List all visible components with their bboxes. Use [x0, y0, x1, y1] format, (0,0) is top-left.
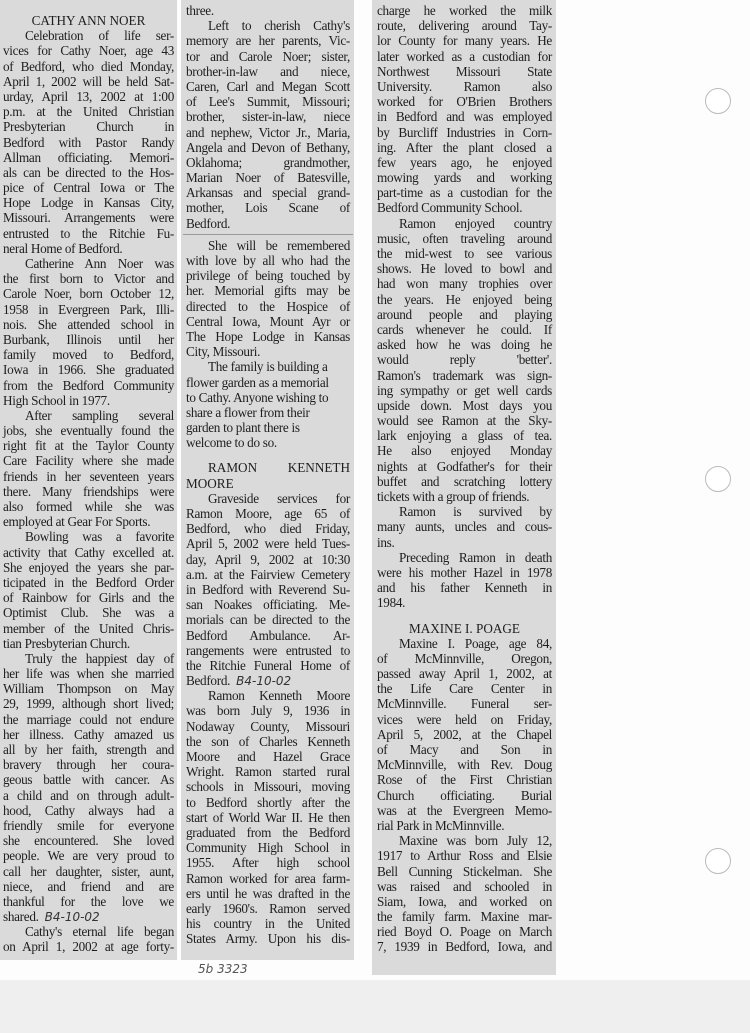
text-line: had won many trophies over: [377, 276, 552, 292]
text-line: Catherine Ann Noer was: [25, 256, 174, 271]
text-line: William Thompson on May: [3, 681, 174, 697]
text-line: family moved to Bedford,: [3, 347, 174, 363]
text-line: would reply 'better'.: [377, 352, 552, 368]
text-line: MOORE: [186, 475, 234, 491]
text-line: day, April 9, 2002 at 10:30: [186, 551, 350, 567]
text-line: the Life Care Center in: [377, 681, 552, 697]
text-line: on April 1, 2002 at age forty-: [3, 939, 174, 955]
text-line: the family farm. Maxine mar-: [377, 909, 552, 925]
text-line: Wright. Ramon started rural: [186, 764, 350, 780]
text-line: pice of Central Iowa or The: [3, 180, 174, 196]
text-line: friends in her seventeen years: [3, 468, 174, 484]
text-line: Ramon worked for area farm-: [186, 870, 350, 886]
text-line: upside down. Most days you: [377, 397, 552, 413]
text-line: Bedford, who died Friday,: [186, 521, 350, 537]
text-line: part-time as a custodian for the: [377, 185, 552, 201]
text-line: 29, 1999, although short lived;: [3, 696, 174, 712]
text-line: MAXINE I. POAGE: [409, 620, 520, 636]
text-line: ing. After the plant closed a: [377, 139, 552, 155]
text-line: April 5, 2002 were held Tues-: [186, 536, 350, 552]
text-line: mother, Lois Scane of: [186, 200, 350, 216]
text-line: of Rainbow for Girls and the: [3, 590, 174, 606]
text-line: Caren, Carl and Megan Scott: [186, 78, 350, 94]
text-line: she encountered. She loved: [3, 833, 174, 849]
text-line: garden to plant there is: [186, 420, 300, 436]
text-line: Cathy's eternal life began: [25, 924, 174, 940]
text-line: to Bedford shortly after the: [186, 794, 350, 810]
text-line: High School in 1977.: [3, 392, 110, 408]
text-line: were his mother Hazel in 1978: [377, 564, 552, 580]
text-line: member of the United Chris-: [3, 620, 174, 636]
text-line: Angela and Devon of Bethany,: [186, 139, 350, 155]
paragraph: [3, 28, 174, 256]
paragraph: [186, 3, 350, 18]
text-line: Bedford Community School.: [377, 200, 523, 216]
text-line: ers until he was drafted in the: [186, 885, 350, 901]
text-line: from the Bedford Community: [3, 377, 174, 393]
text-line: niece, and friend and are: [3, 878, 174, 894]
text-line: Ramon Kenneth Moore: [208, 688, 350, 704]
text-line: Care Facility where she made: [3, 453, 174, 469]
text-line: Rose of the First Christian: [377, 772, 552, 788]
text-line-content: shared.: [3, 909, 39, 925]
text-line: ins.: [377, 534, 395, 550]
text-line: Optimist Club. She was a: [3, 605, 174, 621]
text-line: April 5, 2002, at the Chapel: [377, 726, 552, 742]
text-line: bravery through her coura-: [3, 757, 174, 773]
text-line: City, Missouri.: [186, 344, 261, 360]
text-line: three.: [186, 3, 214, 18]
text-line: Iowa in 1966. She graduated: [3, 362, 174, 378]
text-line: Maxine I. Poage, age 84,: [399, 635, 552, 651]
text-line: graduated from the Bedford: [186, 824, 350, 840]
text-line: her life was when she married: [3, 666, 174, 682]
text-line: She enjoyed the years she par-: [3, 559, 174, 575]
text-line: Carole Noer, born October 12,: [3, 286, 174, 302]
text-line: rial Park in McMinnville.: [377, 817, 505, 833]
text-line: Ramon Moore, age 65 of: [186, 506, 350, 521]
text-line: vices were held on Friday,: [377, 711, 552, 727]
binder-hole: [705, 848, 731, 874]
text-line: start of World War II. He then: [186, 809, 350, 825]
text-line: of Macy and Son in: [377, 742, 552, 757]
text-line: Ramon is survived by: [399, 504, 552, 520]
text-line: CATHY ANN NOER: [31, 13, 146, 28]
text-line: Oklahoma; grandmother,: [186, 154, 350, 170]
text-line: tian Presbyterian Church.: [3, 635, 130, 651]
text-line: her illness. Cathy amazed us: [3, 726, 174, 742]
binder-hole: [705, 88, 731, 114]
text-line: welcome to do so.: [186, 435, 277, 451]
text-line: neral Home of Bedford.: [3, 240, 123, 256]
text-line: and nephew, Victor Jr., Maria,: [186, 124, 350, 140]
text-line: memory are her parents, Vic-: [186, 33, 350, 49]
text-line: his country in the United: [186, 916, 350, 932]
text-line: Northwest Missouri State: [377, 63, 552, 79]
text-line: hood, Cathy always had a: [3, 802, 174, 818]
text-line: tickets with a group of friends.: [377, 489, 530, 504]
text-line: [3, 909, 174, 924]
text-line: share a flower from their: [186, 404, 310, 420]
text-line: urday, April 13, 2002 at 1:00: [3, 88, 174, 104]
paragraph: [377, 636, 552, 833]
text-line: a child and on through adult-: [3, 787, 174, 803]
text-line: charge he worked the milk: [377, 3, 552, 18]
text-line: employed at Gear For Sports.: [3, 514, 151, 530]
text-line: right fit at the Taylor County: [3, 438, 174, 454]
text-line: The family is building a: [208, 359, 328, 375]
text-line: thankful for the love we: [3, 893, 174, 909]
text-line: 1958 in Evergreen Park, Illi-: [3, 301, 174, 317]
text-line: States Army. Upon his dis-: [186, 931, 350, 947]
text-line: [186, 673, 350, 688]
text-line: of Bedford, who died Monday,: [3, 58, 174, 74]
paragraph: [3, 651, 174, 924]
text-line: Community High School in: [186, 840, 350, 856]
scan-bottom-margin: [0, 980, 750, 1033]
column-ramon-kenneth-moore: [186, 3, 350, 946]
text-line: the years. He enjoyed being: [377, 291, 552, 307]
text-line: worked for O'Brien Brothers: [377, 94, 552, 110]
text-line: morials can be directed to the: [186, 612, 350, 628]
text-line: 1984.: [377, 595, 406, 611]
text-line: the mid-west to see various: [377, 246, 552, 261]
paragraph: [186, 688, 350, 946]
text-line: schools in Missouri, moving: [186, 779, 350, 795]
text-line: ticipated in the Bedford Order: [3, 574, 174, 590]
text-line: vices for Cathy Noer, age 43: [3, 43, 174, 59]
text-line: Burbank, Illinois until her: [3, 331, 174, 347]
text-line: Bowling was a favorite: [25, 529, 174, 545]
text-line: Central Iowa, Mount Ayr or: [186, 313, 350, 329]
text-line: ing sympathy or get well cards: [377, 382, 552, 398]
text-line: people. We are very proud to: [3, 848, 174, 864]
text-line: early 1960's. Ramon served: [186, 900, 350, 916]
text-line: cards whenever he could. If: [377, 321, 552, 337]
text-line: Bedford Ambulance. Ar-: [186, 627, 350, 643]
text-line: Nodaway County, Missouri: [186, 718, 350, 734]
text-line: geous battle with cancer. As: [3, 772, 174, 788]
text-line: Bedford with Pastor Randy: [3, 134, 174, 150]
text-line: later worked as a custodian for: [377, 48, 552, 64]
text-line: Arkansas and special grand-: [186, 185, 350, 201]
text-line: route, delivering around Tay-: [377, 18, 552, 34]
text-line: Church officiating. Burial: [377, 787, 552, 803]
column-divider: [183, 234, 353, 235]
paragraph: [186, 18, 350, 231]
text-line: a.m. at the Fairview Cemetery: [186, 566, 350, 582]
handwritten-catalog-number: 5b 3323: [198, 962, 248, 976]
text-line: Missouri. Arrangements were: [3, 210, 174, 226]
text-line: Graveside services for: [208, 490, 350, 506]
text-line: would see Ramon at the Sky-: [377, 413, 552, 429]
text-line: mowing yards and working: [377, 170, 552, 186]
text-line: many aunts, uncles and cous-: [377, 519, 552, 535]
paragraph: [3, 924, 174, 954]
text-line: directed to the Hospice of: [186, 298, 350, 314]
text-line: nois. She attended school in: [3, 316, 174, 332]
text-line: also formed while she was: [3, 499, 174, 514]
text-line: jobs, she eventually found the: [3, 423, 174, 439]
paragraph: [377, 216, 552, 505]
text-line: nights at Godfather's for their: [377, 458, 552, 474]
text-line: Ramon's trademark was sign-: [377, 367, 552, 383]
text-line: all by her faith, strength and: [3, 742, 174, 757]
text-line: ried Boyd O. Poage on March: [377, 924, 552, 940]
text-line: her. Memorial gifts may be: [186, 283, 350, 299]
paragraph: [186, 491, 350, 688]
text-line: few years ago, he enjoyed: [377, 154, 552, 170]
text-line: After sampling several: [25, 407, 174, 423]
text-line: in Bedford with Reverend Su-: [186, 581, 350, 597]
text-line: music, often traveling around: [377, 230, 552, 246]
column-maxine-poage: [377, 3, 552, 955]
text-line: the first born to Victor and: [3, 271, 174, 287]
text-line: to Cathy. Anyone wishing to: [186, 389, 329, 405]
text-line: McMinnville, with Rev. Doug: [377, 757, 552, 773]
text-line: The Hope Lodge in Kansas: [186, 328, 350, 344]
text-line-content: Bedford.: [186, 673, 231, 689]
text-line: in Bedford and was employed: [377, 109, 552, 125]
text-line: brother-in-law and niece,: [186, 63, 350, 79]
text-line: around people and playing: [377, 306, 552, 322]
text-line: san Noakes officiating. Me-: [186, 597, 350, 613]
text-line: of McMinnville, Oregon,: [377, 650, 552, 666]
text-line: Siam, Iowa, and worked on: [377, 893, 552, 909]
text-line: University. Ramon also: [377, 78, 552, 94]
text-line: privilege of being touched by: [186, 268, 350, 284]
paragraph: [377, 550, 552, 611]
text-line: entrusted to the Ritchie Fu-: [3, 225, 174, 241]
text-line: Presbyterian Church in: [3, 119, 174, 135]
text-line: call her daughter, sister, aunt,: [3, 863, 174, 879]
text-line: passed away April 1, 2002, at: [377, 666, 552, 682]
text-line: the Ritchie Funeral Home of: [186, 657, 350, 673]
text-line: She will be remembered: [208, 237, 350, 253]
text-line: Bell Cunning Stickelman. She: [377, 863, 552, 879]
text-line: was born July 9, 1936 in: [186, 703, 350, 719]
text-line: Maxine was born July 12,: [399, 833, 552, 849]
paragraph: [3, 256, 174, 408]
text-line: shows. He loved to bowl and: [377, 261, 552, 277]
text-line: He also enjoyed Monday: [377, 443, 552, 459]
text-line: friendly smile for everyone: [3, 817, 174, 833]
text-line: Celebration of life ser-: [25, 28, 174, 44]
text-line: with love by all who had the: [186, 253, 350, 268]
text-line: by Burcliff Industries in Corn-: [377, 124, 552, 140]
text-line: brother, sister-in-law, niece: [186, 109, 350, 125]
text-line: Ramon enjoyed country: [399, 215, 552, 231]
text-line: RAMON KENNETH: [208, 460, 350, 476]
text-line: the son of Charles Kenneth: [186, 733, 350, 749]
paragraph: [3, 408, 174, 530]
column-cathy-ann-noer: [3, 3, 174, 955]
text-line: 7, 1939 in Bedford, Iowa, and: [377, 939, 552, 955]
text-line: buffet and scratching lottery: [377, 473, 552, 489]
paragraph: [186, 359, 350, 450]
text-line: Hope Lodge in Kansas City,: [3, 195, 174, 211]
text-line: was at the Evergreen Memo-: [377, 802, 552, 818]
text-line: tor and Carole Noer; sister,: [186, 48, 350, 64]
text-line: lor County for many years. He: [377, 33, 552, 49]
text-line: p.m. at the United Christian: [3, 104, 174, 120]
text-line: 1955. After high school: [186, 855, 350, 871]
paragraph: [377, 504, 552, 550]
paragraph: [186, 238, 350, 360]
text-line: there. Many friendships were: [3, 483, 174, 499]
text-line: als can be directed to the Hos-: [3, 164, 174, 180]
text-line: Marian Noer of Batesville,: [186, 170, 350, 186]
handwritten-date-note: B4-10-02: [44, 910, 100, 925]
text-line: was raised and schooled in: [377, 878, 552, 894]
text-line: 1917 to Arthur Ross and Elsie: [377, 848, 552, 864]
text-line: April 1, 2002 will be held Sat-: [3, 73, 174, 89]
paragraph: [377, 833, 552, 955]
paragraph: [3, 529, 174, 651]
text-line: Left to cherish Cathy's: [208, 18, 350, 34]
text-line: Moore and Hazel Grace: [186, 749, 350, 764]
text-line: flower garden as a memorial: [186, 374, 329, 390]
text-line: Preceding Ramon in death: [399, 549, 552, 565]
text-line: of Lee's Summit, Missouri;: [186, 94, 350, 110]
obituary-heading: [3, 13, 174, 28]
text-line: asked how he was doing he: [377, 337, 552, 353]
handwritten-date-note: B4-10-02: [236, 674, 292, 689]
text-line: Truly the happiest day of: [25, 650, 174, 666]
binder-hole: [705, 466, 731, 492]
obituary-heading: [186, 460, 350, 490]
text-line: Bedford.: [186, 215, 231, 231]
text-line: rangements were entrusted to: [186, 642, 350, 658]
obituary-heading: [377, 621, 552, 636]
text-line: Allman officiating. Memori-: [3, 149, 174, 165]
text-line: McMinnville. Funeral ser-: [377, 696, 552, 712]
text-line: activity that Cathy excelled at.: [3, 544, 174, 560]
text-line: lark enjoying a glass of tea.: [377, 428, 552, 444]
text-line: the marriage could not endure: [3, 711, 174, 727]
text-line: and his father Kenneth in: [377, 580, 552, 596]
paragraph: [377, 3, 552, 216]
